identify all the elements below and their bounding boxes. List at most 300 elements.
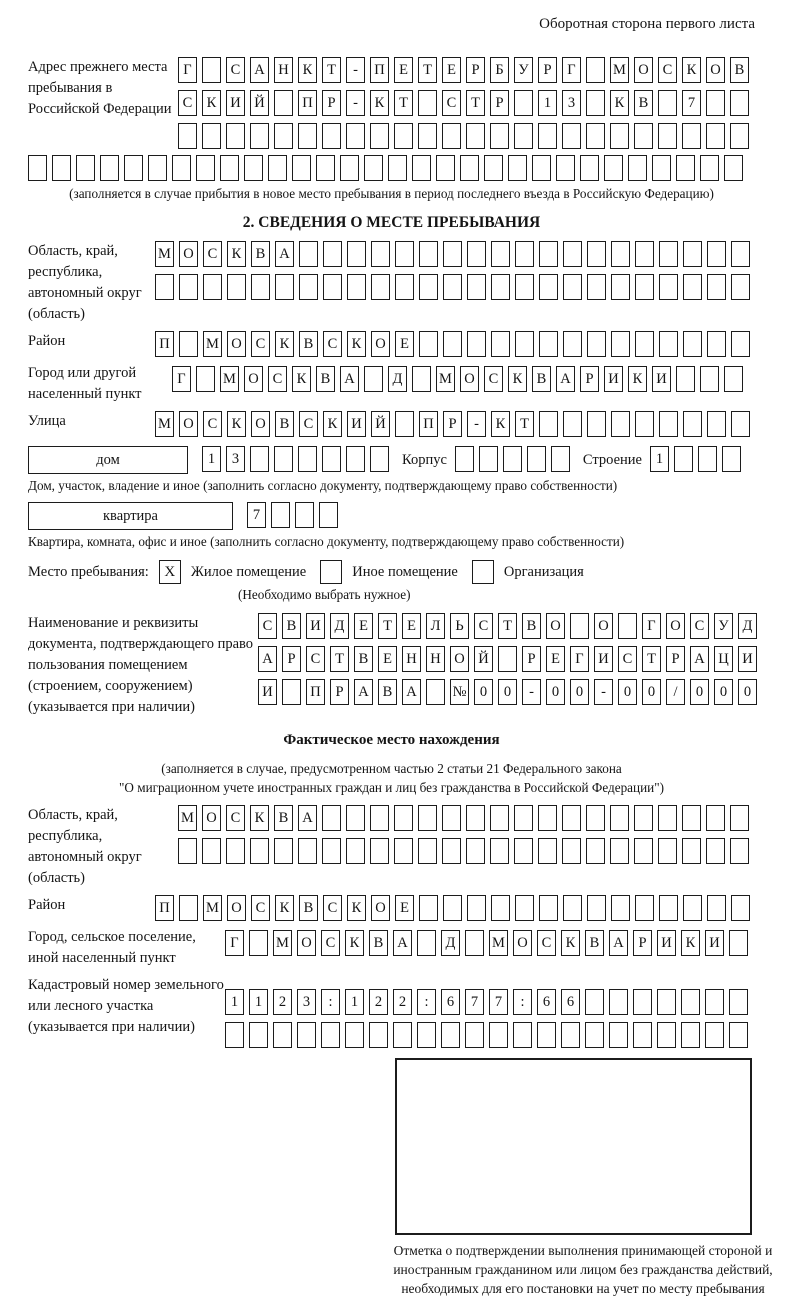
korpus-cells[interactable]	[455, 446, 575, 472]
char-cell[interactable]	[707, 331, 726, 357]
char-cell[interactable]: 2	[393, 989, 412, 1015]
char-cell[interactable]	[706, 123, 725, 149]
char-cell[interactable]: Т	[642, 646, 661, 672]
char-cell[interactable]	[419, 331, 438, 357]
char-cell[interactable]	[393, 1022, 412, 1048]
char-cell[interactable]: С	[484, 366, 503, 392]
char-cell[interactable]	[635, 274, 654, 300]
char-cell[interactable]: Р	[443, 411, 462, 437]
char-cell[interactable]	[652, 155, 671, 181]
char-cell[interactable]	[202, 123, 221, 149]
checkbox-residential[interactable]: X	[159, 560, 181, 584]
char-cell[interactable]: Й	[474, 646, 493, 672]
char-cell[interactable]: С	[442, 90, 461, 116]
region-row2[interactable]	[155, 274, 755, 300]
char-cell[interactable]	[513, 1022, 532, 1048]
char-cell[interactable]: :	[321, 989, 340, 1015]
char-cell[interactable]	[658, 123, 677, 149]
char-cell[interactable]: Н	[426, 646, 445, 672]
char-cell[interactable]	[731, 411, 750, 437]
fact-district-cells[interactable]	[155, 895, 755, 921]
char-cell[interactable]: С	[203, 241, 222, 267]
char-cell[interactable]	[418, 123, 437, 149]
char-cell[interactable]	[316, 155, 335, 181]
char-cell[interactable]: О	[297, 930, 316, 956]
char-cell[interactable]	[282, 679, 301, 705]
char-cell[interactable]: А	[275, 241, 294, 267]
char-cell[interactable]	[729, 930, 748, 956]
char-cell[interactable]	[155, 274, 174, 300]
house-cells[interactable]	[202, 446, 394, 472]
char-cell[interactable]: И	[705, 930, 724, 956]
char-cell[interactable]	[611, 895, 630, 921]
char-cell[interactable]	[226, 123, 245, 149]
char-cell[interactable]	[203, 274, 222, 300]
checkbox-organization[interactable]	[472, 560, 494, 584]
char-cell[interactable]	[250, 838, 269, 864]
char-cell[interactable]: С	[258, 613, 277, 639]
char-cell[interactable]: А	[556, 366, 575, 392]
char-cell[interactable]	[676, 155, 695, 181]
char-cell[interactable]: А	[402, 679, 421, 705]
char-cell[interactable]	[700, 366, 719, 392]
char-cell[interactable]	[250, 123, 269, 149]
char-cell[interactable]	[412, 366, 431, 392]
char-cell[interactable]	[346, 446, 365, 472]
char-cell[interactable]	[273, 1022, 292, 1048]
char-cell[interactable]	[729, 1022, 748, 1048]
char-cell[interactable]	[683, 274, 702, 300]
char-cell[interactable]	[100, 155, 119, 181]
char-cell[interactable]: 7	[247, 502, 266, 528]
fact-region-row1[interactable]	[178, 805, 754, 831]
char-cell[interactable]	[244, 155, 263, 181]
char-cell[interactable]	[628, 155, 647, 181]
char-cell[interactable]	[539, 411, 558, 437]
char-cell[interactable]	[249, 1022, 268, 1048]
char-cell[interactable]	[508, 155, 527, 181]
char-cell[interactable]	[443, 331, 462, 357]
char-cell[interactable]	[419, 241, 438, 267]
char-cell[interactable]: А	[258, 646, 277, 672]
char-cell[interactable]	[587, 241, 606, 267]
fact-region-row2[interactable]	[178, 838, 754, 864]
char-cell[interactable]: -	[467, 411, 486, 437]
char-cell[interactable]: 3	[297, 989, 316, 1015]
char-cell[interactable]: М	[203, 331, 222, 357]
char-cell[interactable]	[371, 274, 390, 300]
char-cell[interactable]	[706, 805, 725, 831]
char-cell[interactable]: О	[179, 411, 198, 437]
char-cell[interactable]: О	[227, 331, 246, 357]
char-cell[interactable]	[490, 805, 509, 831]
region-row1[interactable]	[155, 241, 755, 267]
char-cell[interactable]	[562, 123, 581, 149]
char-cell[interactable]: С	[178, 90, 197, 116]
fact-city-cells[interactable]	[225, 930, 753, 956]
char-cell[interactable]	[587, 274, 606, 300]
char-cell[interactable]	[729, 989, 748, 1015]
char-cell[interactable]: К	[681, 930, 700, 956]
char-cell[interactable]	[731, 895, 750, 921]
char-cell[interactable]	[251, 274, 270, 300]
char-cell[interactable]	[706, 90, 725, 116]
char-cell[interactable]: 0	[714, 679, 733, 705]
char-cell[interactable]	[563, 241, 582, 267]
char-cell[interactable]	[705, 989, 724, 1015]
char-cell[interactable]: 1	[225, 989, 244, 1015]
char-cell[interactable]	[698, 446, 717, 472]
char-cell[interactable]: В	[532, 366, 551, 392]
char-cell[interactable]	[634, 123, 653, 149]
char-cell[interactable]	[611, 241, 630, 267]
char-cell[interactable]	[683, 241, 702, 267]
char-cell[interactable]	[295, 502, 314, 528]
char-cell[interactable]: С	[323, 895, 342, 921]
char-cell[interactable]: И	[226, 90, 245, 116]
char-cell[interactable]: Н	[402, 646, 421, 672]
char-cell[interactable]	[587, 895, 606, 921]
char-cell[interactable]: 6	[537, 989, 556, 1015]
char-cell[interactable]	[657, 1022, 676, 1048]
char-cell[interactable]	[659, 331, 678, 357]
char-cell[interactable]	[659, 241, 678, 267]
char-cell[interactable]	[731, 241, 750, 267]
char-cell[interactable]: Н	[274, 57, 293, 83]
char-cell[interactable]	[635, 331, 654, 357]
char-cell[interactable]	[467, 274, 486, 300]
char-cell[interactable]	[455, 446, 474, 472]
char-cell[interactable]	[682, 838, 701, 864]
char-cell[interactable]	[347, 241, 366, 267]
char-cell[interactable]	[515, 895, 534, 921]
char-cell[interactable]	[465, 1022, 484, 1048]
char-cell[interactable]: П	[155, 331, 174, 357]
char-cell[interactable]	[610, 805, 629, 831]
cadastral-row1[interactable]	[225, 989, 753, 1015]
char-cell[interactable]	[514, 123, 533, 149]
char-cell[interactable]: О	[634, 57, 653, 83]
char-cell[interactable]	[298, 838, 317, 864]
char-cell[interactable]	[634, 838, 653, 864]
char-cell[interactable]	[347, 274, 366, 300]
char-cell[interactable]: №	[450, 679, 469, 705]
city-cells[interactable]	[172, 366, 748, 392]
char-cell[interactable]	[611, 411, 630, 437]
char-cell[interactable]: Д	[441, 930, 460, 956]
char-cell[interactable]: К	[347, 895, 366, 921]
char-cell[interactable]	[179, 331, 198, 357]
apartment-cells[interactable]	[247, 502, 343, 528]
char-cell[interactable]	[563, 274, 582, 300]
char-cell[interactable]	[538, 805, 557, 831]
char-cell[interactable]	[635, 411, 654, 437]
char-cell[interactable]: С	[251, 331, 270, 357]
char-cell[interactable]	[76, 155, 95, 181]
char-cell[interactable]	[586, 805, 605, 831]
char-cell[interactable]	[563, 895, 582, 921]
char-cell[interactable]	[730, 838, 749, 864]
char-cell[interactable]	[178, 838, 197, 864]
char-cell[interactable]: В	[585, 930, 604, 956]
char-cell[interactable]	[370, 446, 389, 472]
district-cells[interactable]	[155, 331, 755, 357]
char-cell[interactable]	[417, 930, 436, 956]
char-cell[interactable]: Т	[418, 57, 437, 83]
char-cell[interactable]	[635, 241, 654, 267]
char-cell[interactable]: К	[491, 411, 510, 437]
char-cell[interactable]	[52, 155, 71, 181]
char-cell[interactable]: В	[299, 331, 318, 357]
char-cell[interactable]	[730, 90, 749, 116]
char-cell[interactable]: 1	[249, 989, 268, 1015]
char-cell[interactable]: С	[618, 646, 637, 672]
char-cell[interactable]: -	[346, 57, 365, 83]
char-cell[interactable]: О	[706, 57, 725, 83]
char-cell[interactable]	[466, 838, 485, 864]
char-cell[interactable]: 1	[538, 90, 557, 116]
char-cell[interactable]: М	[220, 366, 239, 392]
char-cell[interactable]	[539, 331, 558, 357]
char-cell[interactable]: Е	[395, 895, 414, 921]
char-cell[interactable]: О	[179, 241, 198, 267]
char-cell[interactable]: И	[604, 366, 623, 392]
char-cell[interactable]	[196, 366, 215, 392]
char-cell[interactable]: Й	[371, 411, 390, 437]
char-cell[interactable]	[250, 446, 269, 472]
char-cell[interactable]	[419, 274, 438, 300]
char-cell[interactable]	[28, 155, 47, 181]
char-cell[interactable]: С	[299, 411, 318, 437]
char-cell[interactable]	[442, 805, 461, 831]
char-cell[interactable]	[395, 274, 414, 300]
char-cell[interactable]	[443, 241, 462, 267]
char-cell[interactable]: Е	[442, 57, 461, 83]
char-cell[interactable]: 3	[226, 446, 245, 472]
char-cell[interactable]	[706, 838, 725, 864]
char-cell[interactable]	[388, 155, 407, 181]
char-cell[interactable]: Т	[378, 613, 397, 639]
char-cell[interactable]: Г	[570, 646, 589, 672]
char-cell[interactable]	[412, 155, 431, 181]
char-cell[interactable]: С	[321, 930, 340, 956]
char-cell[interactable]	[490, 123, 509, 149]
char-cell[interactable]: К	[227, 241, 246, 267]
char-cell[interactable]	[514, 838, 533, 864]
char-cell[interactable]	[587, 411, 606, 437]
char-cell[interactable]	[292, 155, 311, 181]
document-row3[interactable]	[258, 679, 762, 705]
char-cell[interactable]	[178, 123, 197, 149]
char-cell[interactable]: В	[378, 679, 397, 705]
char-cell[interactable]	[275, 274, 294, 300]
char-cell[interactable]: В	[274, 805, 293, 831]
char-cell[interactable]	[683, 895, 702, 921]
char-cell[interactable]	[297, 1022, 316, 1048]
char-cell[interactable]: В	[354, 646, 373, 672]
char-cell[interactable]: Г	[642, 613, 661, 639]
char-cell[interactable]: :	[417, 989, 436, 1015]
char-cell[interactable]: 6	[441, 989, 460, 1015]
char-cell[interactable]: П	[419, 411, 438, 437]
char-cell[interactable]	[674, 446, 693, 472]
char-cell[interactable]	[731, 331, 750, 357]
char-cell[interactable]	[249, 930, 268, 956]
char-cell[interactable]: Е	[395, 331, 414, 357]
char-cell[interactable]: А	[340, 366, 359, 392]
char-cell[interactable]	[466, 123, 485, 149]
char-cell[interactable]	[609, 989, 628, 1015]
char-cell[interactable]	[467, 895, 486, 921]
char-cell[interactable]	[681, 1022, 700, 1048]
char-cell[interactable]: Е	[402, 613, 421, 639]
char-cell[interactable]	[586, 57, 605, 83]
char-cell[interactable]: С	[474, 613, 493, 639]
char-cell[interactable]: К	[323, 411, 342, 437]
char-cell[interactable]	[681, 989, 700, 1015]
char-cell[interactable]: К	[682, 57, 701, 83]
char-cell[interactable]: О	[244, 366, 263, 392]
char-cell[interactable]: О	[202, 805, 221, 831]
char-cell[interactable]	[515, 241, 534, 267]
char-cell[interactable]: М	[155, 241, 174, 267]
char-cell[interactable]	[202, 838, 221, 864]
char-cell[interactable]: Р	[466, 57, 485, 83]
char-cell[interactable]: О	[227, 895, 246, 921]
char-cell[interactable]: О	[513, 930, 532, 956]
char-cell[interactable]: К	[610, 90, 629, 116]
char-cell[interactable]: Б	[490, 57, 509, 83]
char-cell[interactable]: П	[370, 57, 389, 83]
char-cell[interactable]: К	[370, 90, 389, 116]
char-cell[interactable]: А	[393, 930, 412, 956]
char-cell[interactable]	[436, 155, 455, 181]
char-cell[interactable]	[707, 274, 726, 300]
char-cell[interactable]	[274, 446, 293, 472]
char-cell[interactable]: А	[354, 679, 373, 705]
char-cell[interactable]: Л	[426, 613, 445, 639]
char-cell[interactable]	[364, 366, 383, 392]
char-cell[interactable]: О	[251, 411, 270, 437]
char-cell[interactable]	[418, 805, 437, 831]
char-cell[interactable]	[658, 838, 677, 864]
char-cell[interactable]	[587, 331, 606, 357]
char-cell[interactable]: 0	[546, 679, 565, 705]
char-cell[interactable]	[618, 613, 637, 639]
char-cell[interactable]	[556, 155, 575, 181]
char-cell[interactable]	[196, 155, 215, 181]
char-cell[interactable]: И	[657, 930, 676, 956]
char-cell[interactable]: Е	[354, 613, 373, 639]
char-cell[interactable]	[538, 123, 557, 149]
char-cell[interactable]: 0	[642, 679, 661, 705]
char-cell[interactable]: Р	[538, 57, 557, 83]
char-cell[interactable]	[370, 838, 389, 864]
char-cell[interactable]: 7	[489, 989, 508, 1015]
char-cell[interactable]: И	[347, 411, 366, 437]
char-cell[interactable]: Т	[330, 646, 349, 672]
char-cell[interactable]	[274, 838, 293, 864]
char-cell[interactable]: М	[203, 895, 222, 921]
char-cell[interactable]	[319, 502, 338, 528]
char-cell[interactable]: Т	[394, 90, 413, 116]
char-cell[interactable]	[466, 805, 485, 831]
char-cell[interactable]	[299, 241, 318, 267]
char-cell[interactable]	[298, 446, 317, 472]
char-cell[interactable]: Т	[322, 57, 341, 83]
char-cell[interactable]	[532, 155, 551, 181]
char-cell[interactable]: Р	[580, 366, 599, 392]
char-cell[interactable]	[346, 838, 365, 864]
char-cell[interactable]: Д	[330, 613, 349, 639]
char-cell[interactable]	[274, 90, 293, 116]
char-cell[interactable]: И	[306, 613, 325, 639]
char-cell[interactable]: Г	[225, 930, 244, 956]
char-cell[interactable]: О	[371, 895, 390, 921]
char-cell[interactable]	[346, 805, 365, 831]
char-cell[interactable]: С	[658, 57, 677, 83]
char-cell[interactable]	[659, 411, 678, 437]
char-cell[interactable]	[570, 613, 589, 639]
char-cell[interactable]	[491, 274, 510, 300]
char-cell[interactable]: К	[292, 366, 311, 392]
char-cell[interactable]: 2	[369, 989, 388, 1015]
char-cell[interactable]	[484, 155, 503, 181]
char-cell[interactable]: У	[514, 57, 533, 83]
char-cell[interactable]: М	[273, 930, 292, 956]
char-cell[interactable]: П	[298, 90, 317, 116]
char-cell[interactable]	[395, 241, 414, 267]
char-cell[interactable]	[657, 989, 676, 1015]
char-cell[interactable]	[551, 446, 570, 472]
char-cell[interactable]	[467, 331, 486, 357]
char-cell[interactable]	[225, 1022, 244, 1048]
char-cell[interactable]	[730, 805, 749, 831]
char-cell[interactable]: 0	[618, 679, 637, 705]
char-cell[interactable]	[220, 155, 239, 181]
stroenie-cells[interactable]	[650, 446, 746, 472]
char-cell[interactable]	[586, 123, 605, 149]
char-cell[interactable]	[345, 1022, 364, 1048]
street-cells[interactable]	[155, 411, 755, 437]
char-cell[interactable]	[179, 274, 198, 300]
char-cell[interactable]: К	[508, 366, 527, 392]
char-cell[interactable]	[514, 805, 533, 831]
char-cell[interactable]: В	[275, 411, 294, 437]
char-cell[interactable]	[731, 274, 750, 300]
char-cell[interactable]	[227, 274, 246, 300]
char-cell[interactable]: С	[690, 613, 709, 639]
char-cell[interactable]	[274, 123, 293, 149]
char-cell[interactable]: С	[537, 930, 556, 956]
char-cell[interactable]	[724, 155, 743, 181]
char-cell[interactable]: 1	[345, 989, 364, 1015]
char-cell[interactable]: М	[610, 57, 629, 83]
char-cell[interactable]: 7	[682, 90, 701, 116]
char-cell[interactable]: Р	[330, 679, 349, 705]
char-cell[interactable]	[610, 838, 629, 864]
char-cell[interactable]	[563, 411, 582, 437]
char-cell[interactable]	[346, 123, 365, 149]
char-cell[interactable]: К	[345, 930, 364, 956]
char-cell[interactable]	[417, 1022, 436, 1048]
char-cell[interactable]	[611, 274, 630, 300]
char-cell[interactable]	[561, 1022, 580, 1048]
char-cell[interactable]: Г	[178, 57, 197, 83]
char-cell[interactable]: В	[299, 895, 318, 921]
char-cell[interactable]: В	[522, 613, 541, 639]
char-cell[interactable]	[539, 274, 558, 300]
